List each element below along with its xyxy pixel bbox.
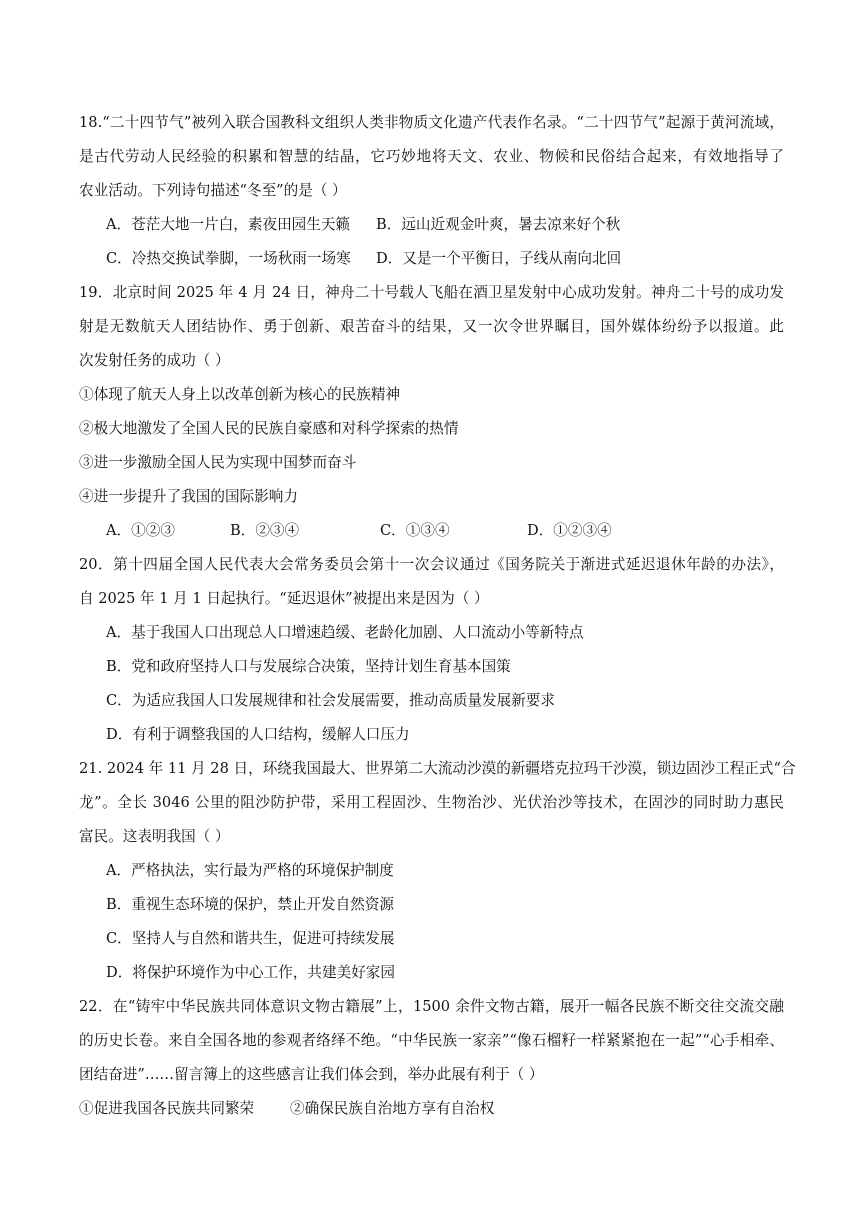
q20-option-a: A．基于我国人口出现总人口增速趋缓、老龄化加剧、人口流动小等新特点 (106, 624, 584, 641)
q20-option-b: B．党和政府坚持人口与发展综合决策，坚持计划生育基本国策 (106, 658, 511, 675)
q21-option-d: D．将保护环境作为中心工作，共建美好家园 (106, 964, 395, 981)
q21-stem-line-3: 富民。这表明我国（ ） (79, 828, 230, 845)
q19-statement-1: ①体现了航天人身上以改革创新为核心的民族精神 (79, 386, 401, 403)
q20-stem-line-2: 自 2025 年 1 月 1 日起执行。“延迟退休”被提出来是因为（ ） (79, 590, 489, 607)
q22-stem-line-2: 的历史长卷。来自全国各地的参观者络绎不绝。“中华民族一家亲”“像石榴籽一样紧紧抱在一起”“心手相牵、 (79, 1032, 784, 1049)
q19-statement-4: ④进一步提升了我国的国际影响力 (79, 488, 298, 505)
q22-statement-2: ②确保民族自治地方享有自治权 (290, 1100, 495, 1117)
q20-option-c: C．为适应我国人口发展规律和社会发展需要，推动高质量发展新要求 (106, 692, 555, 709)
q19-stem-line-1: 19．北京时间 2025 年 4 月 24 日，神舟二十号载人飞船在酒卫星发射中心成功发射。神舟二十号的成功发 (79, 284, 784, 301)
q21-stem-line-1: 21. 2024 年 11 月 28 日，环绕我国最大、世界第二大流动沙漠的新疆塔克拉玛干沙漠，锁边固沙工程正式“合 (79, 760, 796, 777)
q18-stem-line-2: 是古代劳动人民经验的积累和智慧的结晶，它巧妙地将天文、农业、物候和民俗结合起来，有效地指导了 (79, 148, 784, 165)
q19-option-a: A．①②③ (106, 522, 175, 539)
q18-option-d: D．又是一个平衡日，子线从南向北回 (376, 250, 622, 267)
q19-option-b: B．②③④ (230, 522, 300, 539)
q20-stem-line-1: 20．第十四届全国人民代表大会常务委员会第十一次会议通过《国务院关于渐进式延迟退休年龄的办法》， (79, 556, 784, 573)
q20-option-d: D．有利于调整我国的人口结构，缓解人口压力 (106, 726, 410, 743)
q21-stem-line-2: 龙”。全长 3046 公里的阻沙防护带，采用工程固沙、生物治沙、光伏治沙等技术，在固沙的同时助力惠民 (79, 794, 784, 811)
q18-option-b: B．远山近观金叶爽，暑去凉来好个秋 (376, 216, 621, 233)
q22-statement-1: ①促进我国各民族共同繁荣 (79, 1100, 255, 1117)
q21-option-a: A．严格执法，实行最为严格的环境保护制度 (106, 862, 394, 879)
q21-option-c: C．坚持人与自然和谐共生，促进可持续发展 (106, 930, 395, 947)
q18-option-a: A．苍茫大地一片白，素夜田园生天籁 (106, 216, 351, 233)
q19-stem-line-3: 次发射任务的成功（ ） (79, 352, 230, 369)
q19-stem-line-2: 射是无数航天人团结协作、勇于创新、艰苦奋斗的结果，又一次令世界瞩目，国外媒体纷纷予以报道。此 (79, 318, 784, 335)
q18-stem-line-3: 农业活动。下列诗句描述“冬至”的是（ ） (79, 182, 347, 199)
q19-statement-3: ③进一步激励全国人民为实现中国梦而奋斗 (79, 454, 357, 471)
q19-option-d: D．①②③④ (527, 522, 612, 539)
q18-stem-line-1: 18.“二十四节气”被列入联合国教科文组织人类非物质文化遗产代表作名录。“二十四节气”起源于黄河流域， (79, 114, 784, 131)
q19-statement-2: ②极大地激发了全国人民的民族自豪感和对科学探索的热情 (79, 420, 459, 437)
q19-option-c: C．①③④ (380, 522, 450, 539)
q18-option-c: C．冷热交换试拳脚，一场秋雨一场寒 (106, 250, 351, 267)
q22-stem-line-3: 团结奋进”……留言簿上的这些感言让我们体会到，举办此展有利于（ ） (79, 1066, 544, 1083)
q21-option-b: B．重视生态环境的保护，禁止开发自然资源 (106, 896, 395, 913)
q22-stem-line-1: 22．在“铸牢中华民族共同体意识文物古籍展”上，1500 余件文物古籍，展开一幅各民族不断交往交流交融 (79, 998, 784, 1015)
